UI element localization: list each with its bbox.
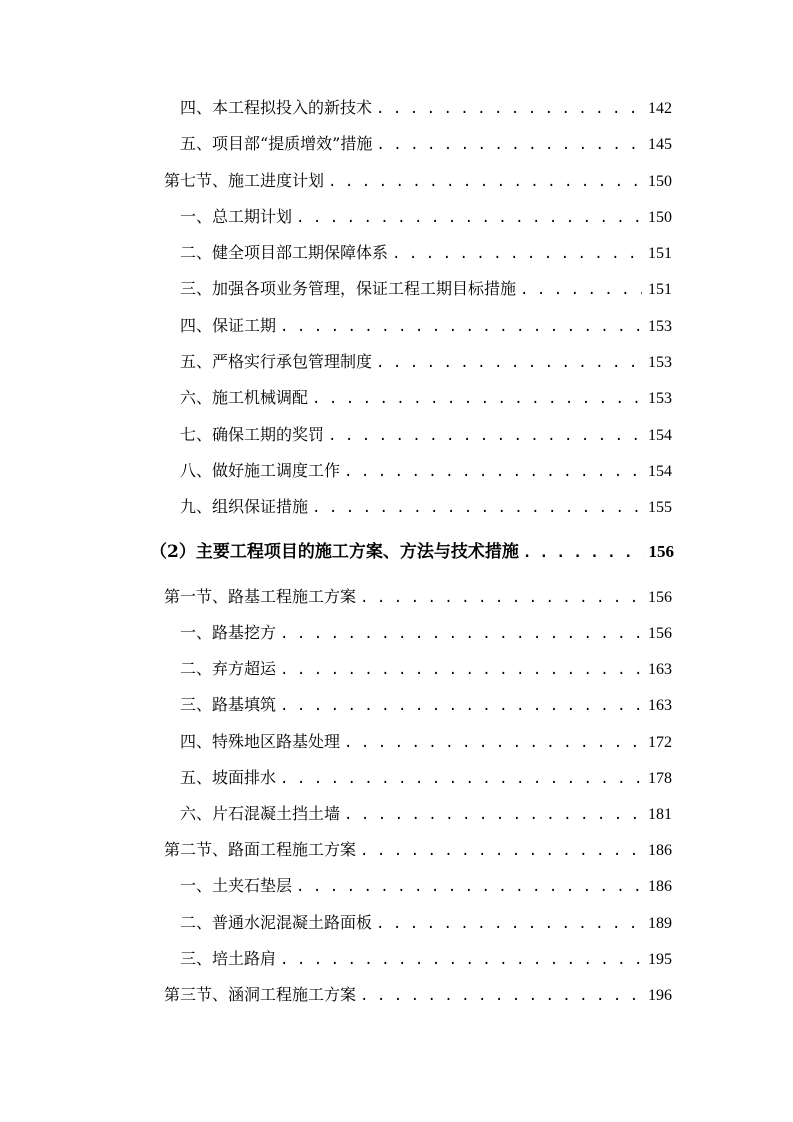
toc-section-entry[interactable] <box>164 832 672 868</box>
toc-part-entry[interactable] <box>150 534 674 570</box>
toc-entry-page: 186 <box>648 878 672 895</box>
toc-entry-page: 153 <box>648 354 672 371</box>
toc-entry-label: 第二节、路面工程施工方案 <box>164 840 357 859</box>
toc-entry-page: 196 <box>648 987 672 1004</box>
toc-entry-label: 七、确保工期的奖罚 <box>180 425 325 444</box>
toc-leader-dots <box>308 490 642 526</box>
toc-leader-dots <box>276 309 642 345</box>
toc-leader-dots <box>340 797 642 833</box>
toc-entry-label: 六、片石混凝土挡土墙 <box>180 804 341 823</box>
toc-entry-label: 二、普通水泥混凝土路面板 <box>180 913 373 932</box>
toc-entry[interactable] <box>180 868 672 904</box>
toc-entry-page: 153 <box>648 390 672 407</box>
toc-entry-label: 第三节、涵洞工程施工方案 <box>164 985 357 1004</box>
toc-entry-page: 156 <box>648 542 674 561</box>
toc-leader-dots <box>292 200 642 236</box>
toc-entry-page: 154 <box>648 463 672 480</box>
toc-entry-page: 154 <box>648 427 672 444</box>
toc-leader-dots <box>276 942 642 978</box>
toc-leader-dots <box>356 580 642 616</box>
toc-leader-dots <box>276 761 642 797</box>
toc-section-entry[interactable] <box>164 163 672 199</box>
toc-entry[interactable] <box>180 344 672 380</box>
toc-leader-dots <box>356 833 642 869</box>
toc-leader-dots <box>372 91 642 127</box>
toc-leader-dots <box>340 454 642 490</box>
toc-entry[interactable] <box>180 453 672 489</box>
toc-entry-page: 186 <box>648 842 672 859</box>
toc-entry-page: 153 <box>648 318 672 335</box>
toc-entry-page: 150 <box>648 173 672 190</box>
toc-entry[interactable] <box>180 615 672 651</box>
toc-entry-page: 181 <box>648 806 672 823</box>
toc-entry-label: 三、路基填筑 <box>180 695 277 714</box>
toc-entry-label: 第一节、路基工程施工方案 <box>164 587 357 606</box>
toc-section-entry[interactable] <box>164 977 672 1013</box>
toc-entry-label: 八、做好施工调度工作 <box>180 461 341 480</box>
toc-entry[interactable] <box>180 651 672 687</box>
toc-entry[interactable] <box>180 90 672 126</box>
toc-entry-page: 156 <box>648 589 672 606</box>
toc-entry-page: 163 <box>648 697 672 714</box>
toc-entry-label: 二、弃方超运 <box>180 659 277 678</box>
toc-entry-label: 九、组织保证措施 <box>180 497 309 516</box>
toc-entry-page: 150 <box>648 209 672 226</box>
toc-entry[interactable] <box>180 126 672 162</box>
toc-entry[interactable] <box>180 235 672 271</box>
toc-entry-label: 五、项目部“提质增效”措施 <box>180 134 373 153</box>
toc-entry[interactable] <box>180 687 672 723</box>
toc-entry-page: 163 <box>648 661 672 678</box>
toc-entry-page: 151 <box>648 281 672 298</box>
toc-entry-page: 172 <box>648 734 672 751</box>
toc-entry-label: 第七节、施工进度计划 <box>164 171 325 190</box>
toc-entry-label: 四、保证工期 <box>180 316 277 335</box>
toc-entry[interactable] <box>180 380 672 416</box>
toc-entry[interactable] <box>180 796 672 832</box>
toc-entry-page: 195 <box>648 951 672 968</box>
toc-entry-page: 145 <box>648 136 672 153</box>
toc-entry-page: 156 <box>648 625 672 642</box>
toc-entry-label: 三、加强各项业务管理，保证工程工期目标措施 <box>180 279 517 298</box>
toc-leader-dots <box>372 345 642 381</box>
toc-leader-dots <box>276 616 642 652</box>
toc-entry-label: 五、严格实行承包管理制度 <box>180 352 373 371</box>
toc-leader-dots <box>372 906 642 942</box>
toc-entry-label: 六、施工机械调配 <box>180 388 309 407</box>
toc-entry[interactable] <box>180 308 672 344</box>
toc-leader-dots <box>276 688 642 724</box>
toc-entry[interactable] <box>180 724 672 760</box>
toc-entry-page: 189 <box>648 915 672 932</box>
toc-entry-label: 二、健全项目部工期保障体系 <box>180 243 389 262</box>
toc-section-entry[interactable] <box>164 579 672 615</box>
toc-entry-label: 四、特殊地区路基处理 <box>180 732 341 751</box>
toc-entry[interactable] <box>180 905 672 941</box>
toc-leader-dots <box>292 869 642 905</box>
toc-entry-label: （2）主要工程项目的施工方案、方法与技术措施 <box>150 542 519 562</box>
toc-entry-label: 五、坡面排水 <box>180 768 277 787</box>
toc-leader-dots <box>516 272 642 308</box>
toc-entry[interactable] <box>180 760 672 796</box>
toc-leader-dots <box>372 127 642 163</box>
toc-leader-dots <box>324 418 642 454</box>
toc-entry-label: 一、路基挖方 <box>180 623 277 642</box>
toc-entry-page: 178 <box>648 770 672 787</box>
toc-leader-dots <box>519 535 644 571</box>
toc-leader-dots <box>324 164 642 200</box>
toc-entry[interactable] <box>180 489 672 525</box>
toc-entry-page: 151 <box>648 245 672 262</box>
toc-leader-dots <box>340 725 642 761</box>
toc-entry-label: 一、土夹石垫层 <box>180 876 293 895</box>
toc-leader-dots <box>276 652 642 688</box>
toc-entry[interactable] <box>180 417 672 453</box>
toc-entry-label: 三、培土路肩 <box>180 949 277 968</box>
toc-entry-label: 四、本工程拟投入的新技术 <box>180 98 373 117</box>
toc-entry[interactable] <box>180 199 672 235</box>
toc-entry-label: 一、总工期计划 <box>180 207 293 226</box>
toc-entry-page: 142 <box>648 100 672 117</box>
toc-entry[interactable] <box>180 271 672 307</box>
toc-leader-dots <box>356 978 642 1014</box>
toc-entry-page: 155 <box>648 499 672 516</box>
toc-entry[interactable] <box>180 941 672 977</box>
toc-leader-dots <box>388 236 642 272</box>
toc-leader-dots <box>308 381 642 417</box>
